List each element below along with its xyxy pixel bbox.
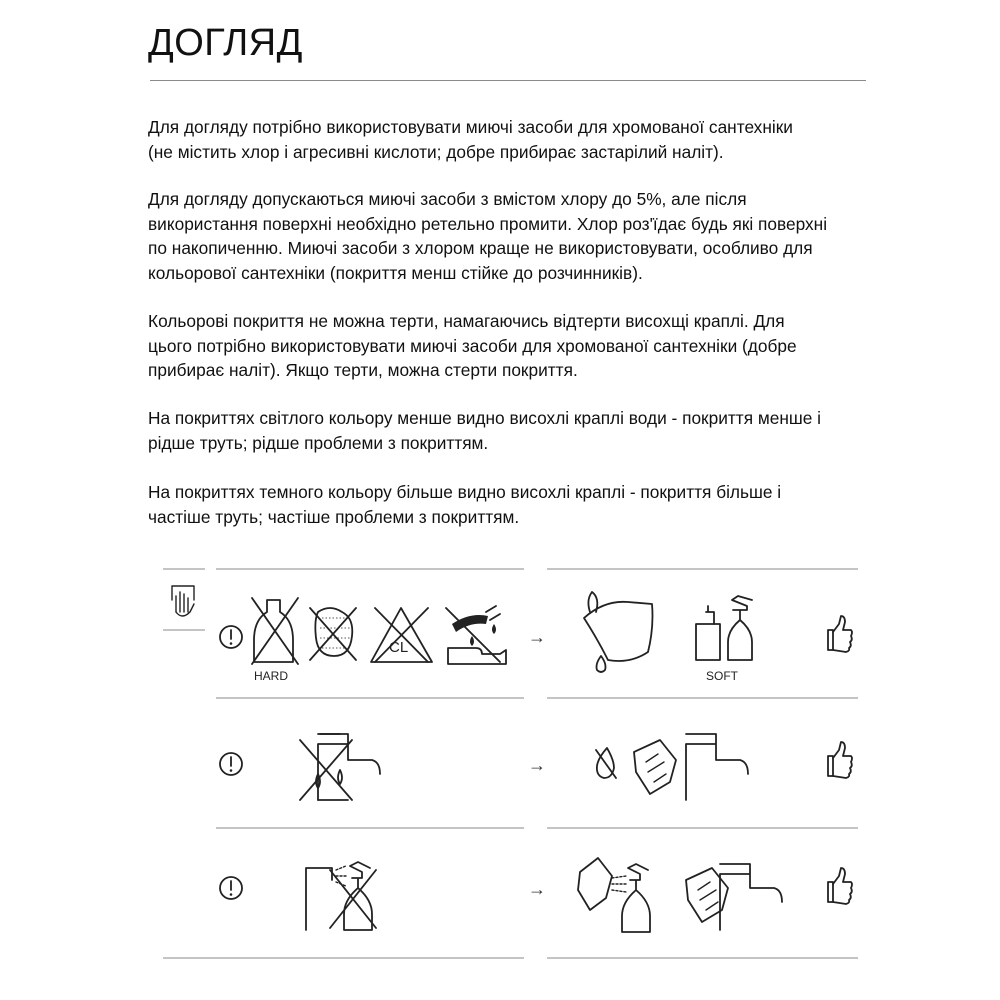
arrow-icon: → xyxy=(528,755,546,775)
no-chlorine-icon xyxy=(371,608,432,662)
soft-cloth-icon xyxy=(584,592,653,672)
page-title: ДОГЛЯД xyxy=(148,22,303,64)
hard-cleaner-bottle-icon xyxy=(252,598,298,664)
paragraph-1: Для догляду потрібно використовувати миючі засоби для хромованої сантехніки (не містить хлор і агресивні кислоти; добре прибирає застарілий наліт). xyxy=(148,117,793,162)
warning-icon xyxy=(220,626,242,648)
spray-on-cloth-icon xyxy=(578,858,650,932)
paragraph-5: На покриттях темного кольору більше видно висохлі краплі - покриття більше і частіше труть; частіше проблеми з покриттям. xyxy=(148,482,782,527)
no-acid-icon xyxy=(446,606,506,664)
paragraph-4: На покриттях світлого кольору менше видно висохлі краплі води - покриття менше і рідше труть; рідше проблеми з покриттям. xyxy=(148,408,822,453)
thumbs-up-icon xyxy=(828,868,852,904)
hand-cloth-icon xyxy=(172,586,194,616)
arrow-icon: → xyxy=(528,627,546,647)
thumbs-up-icon xyxy=(828,616,852,652)
thumbs-up-icon xyxy=(828,742,852,778)
soft-cleaner-bottles-icon xyxy=(696,596,752,660)
wipe-faucet-icon xyxy=(686,864,782,930)
faucet-drops-crossed-icon xyxy=(300,734,380,800)
warning-icon xyxy=(220,877,242,899)
cl-mark: CL xyxy=(389,639,409,656)
warning-icon xyxy=(220,753,242,775)
table-rules xyxy=(163,569,858,958)
paragraph-2: Для догляду допускаються миючі засоби з вмістом хлору до 5%, але після використання поверхні необхідно ретельно промити. Хлор роз'їдає будь які поверхні по накопиченню. Миючі засоби з хлором краще не використовувати, особливо для кольорової сантехніки (покриття менш стійке до розчинників). xyxy=(148,189,828,283)
soft-label: SOFT xyxy=(706,669,738,683)
wipe-faucet-icon xyxy=(596,734,748,800)
abrasive-sponge-icon xyxy=(310,608,356,660)
spray-on-faucet-crossed-icon xyxy=(306,862,376,930)
hard-label: HARD xyxy=(254,669,289,683)
arrow-icon: → xyxy=(528,879,546,899)
paragraph-3: Кольорові покриття не можна терти, намагаючись відтерти висохщі краплі. Для цього потрібно використовувати миючі засоби для хромованої сантехніки (добре прибирає наліт). Якщо терти, можна стерти покриття. xyxy=(148,311,797,380)
